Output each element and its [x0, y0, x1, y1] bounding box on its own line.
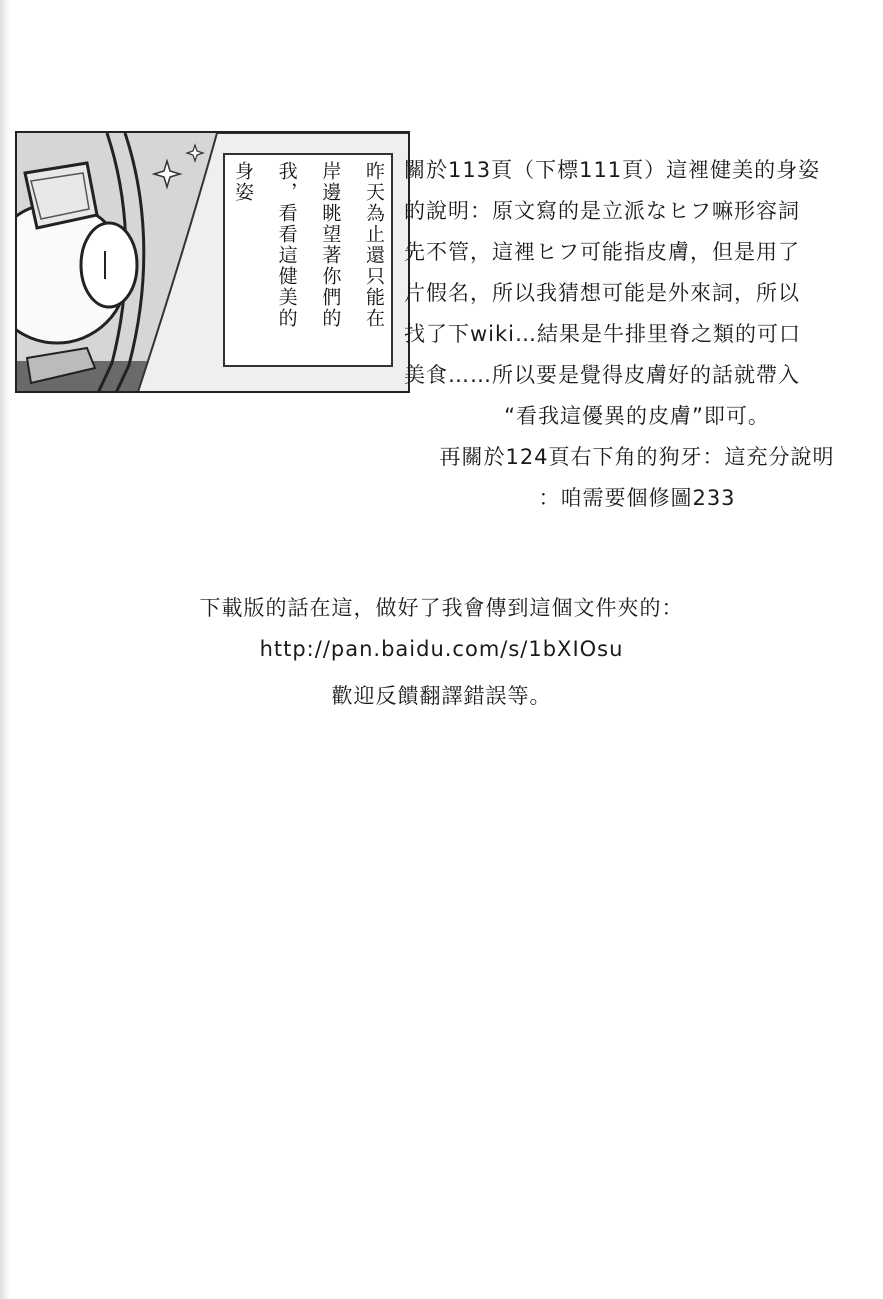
feedback-line: 歡迎反饋翻譯錯誤等。: [331, 684, 552, 708]
speech-column: 身姿: [232, 161, 254, 203]
note-line: ：咱需要個修圖233: [538, 486, 736, 510]
note-line: 先不管，這裡ヒフ可能指皮膚，但是用了: [404, 240, 800, 264]
download-url[interactable]: http://pan.baidu.com/s/1bXIOsu: [259, 637, 624, 661]
note-line: 美食……所以要是覺得皮膚好的話就帶入: [404, 363, 800, 387]
download-line: 下載版的話在這，做好了我會傳到這個文件夾的：: [199, 596, 684, 620]
manga-panel: [15, 131, 410, 393]
note-line: 關於113頁（下標111頁）這裡健美的身姿: [404, 158, 821, 182]
speech-column: 昨天為止還只能在: [362, 161, 385, 329]
translator-notes: [404, 150, 870, 519]
note-line: 再關於124頁右下角的狗牙：這充分說明: [439, 445, 835, 469]
note-line: 的說明：原文寫的是立派なヒフ嘛形容詞: [404, 199, 800, 223]
note-line: 找了下wiki…結果是牛排里脊之類的可口: [404, 322, 802, 346]
note-line: 片假名，所以我猜想可能是外來詞，所以: [404, 281, 800, 305]
speech-column: 我，看看這健美的: [275, 161, 298, 329]
speech-column: 岸邊眺望著你們的: [319, 161, 342, 329]
speech-text: [233, 161, 383, 359]
note-line: “看我這優異的皮膚”即可。: [504, 404, 770, 428]
speech-box: [223, 153, 393, 367]
